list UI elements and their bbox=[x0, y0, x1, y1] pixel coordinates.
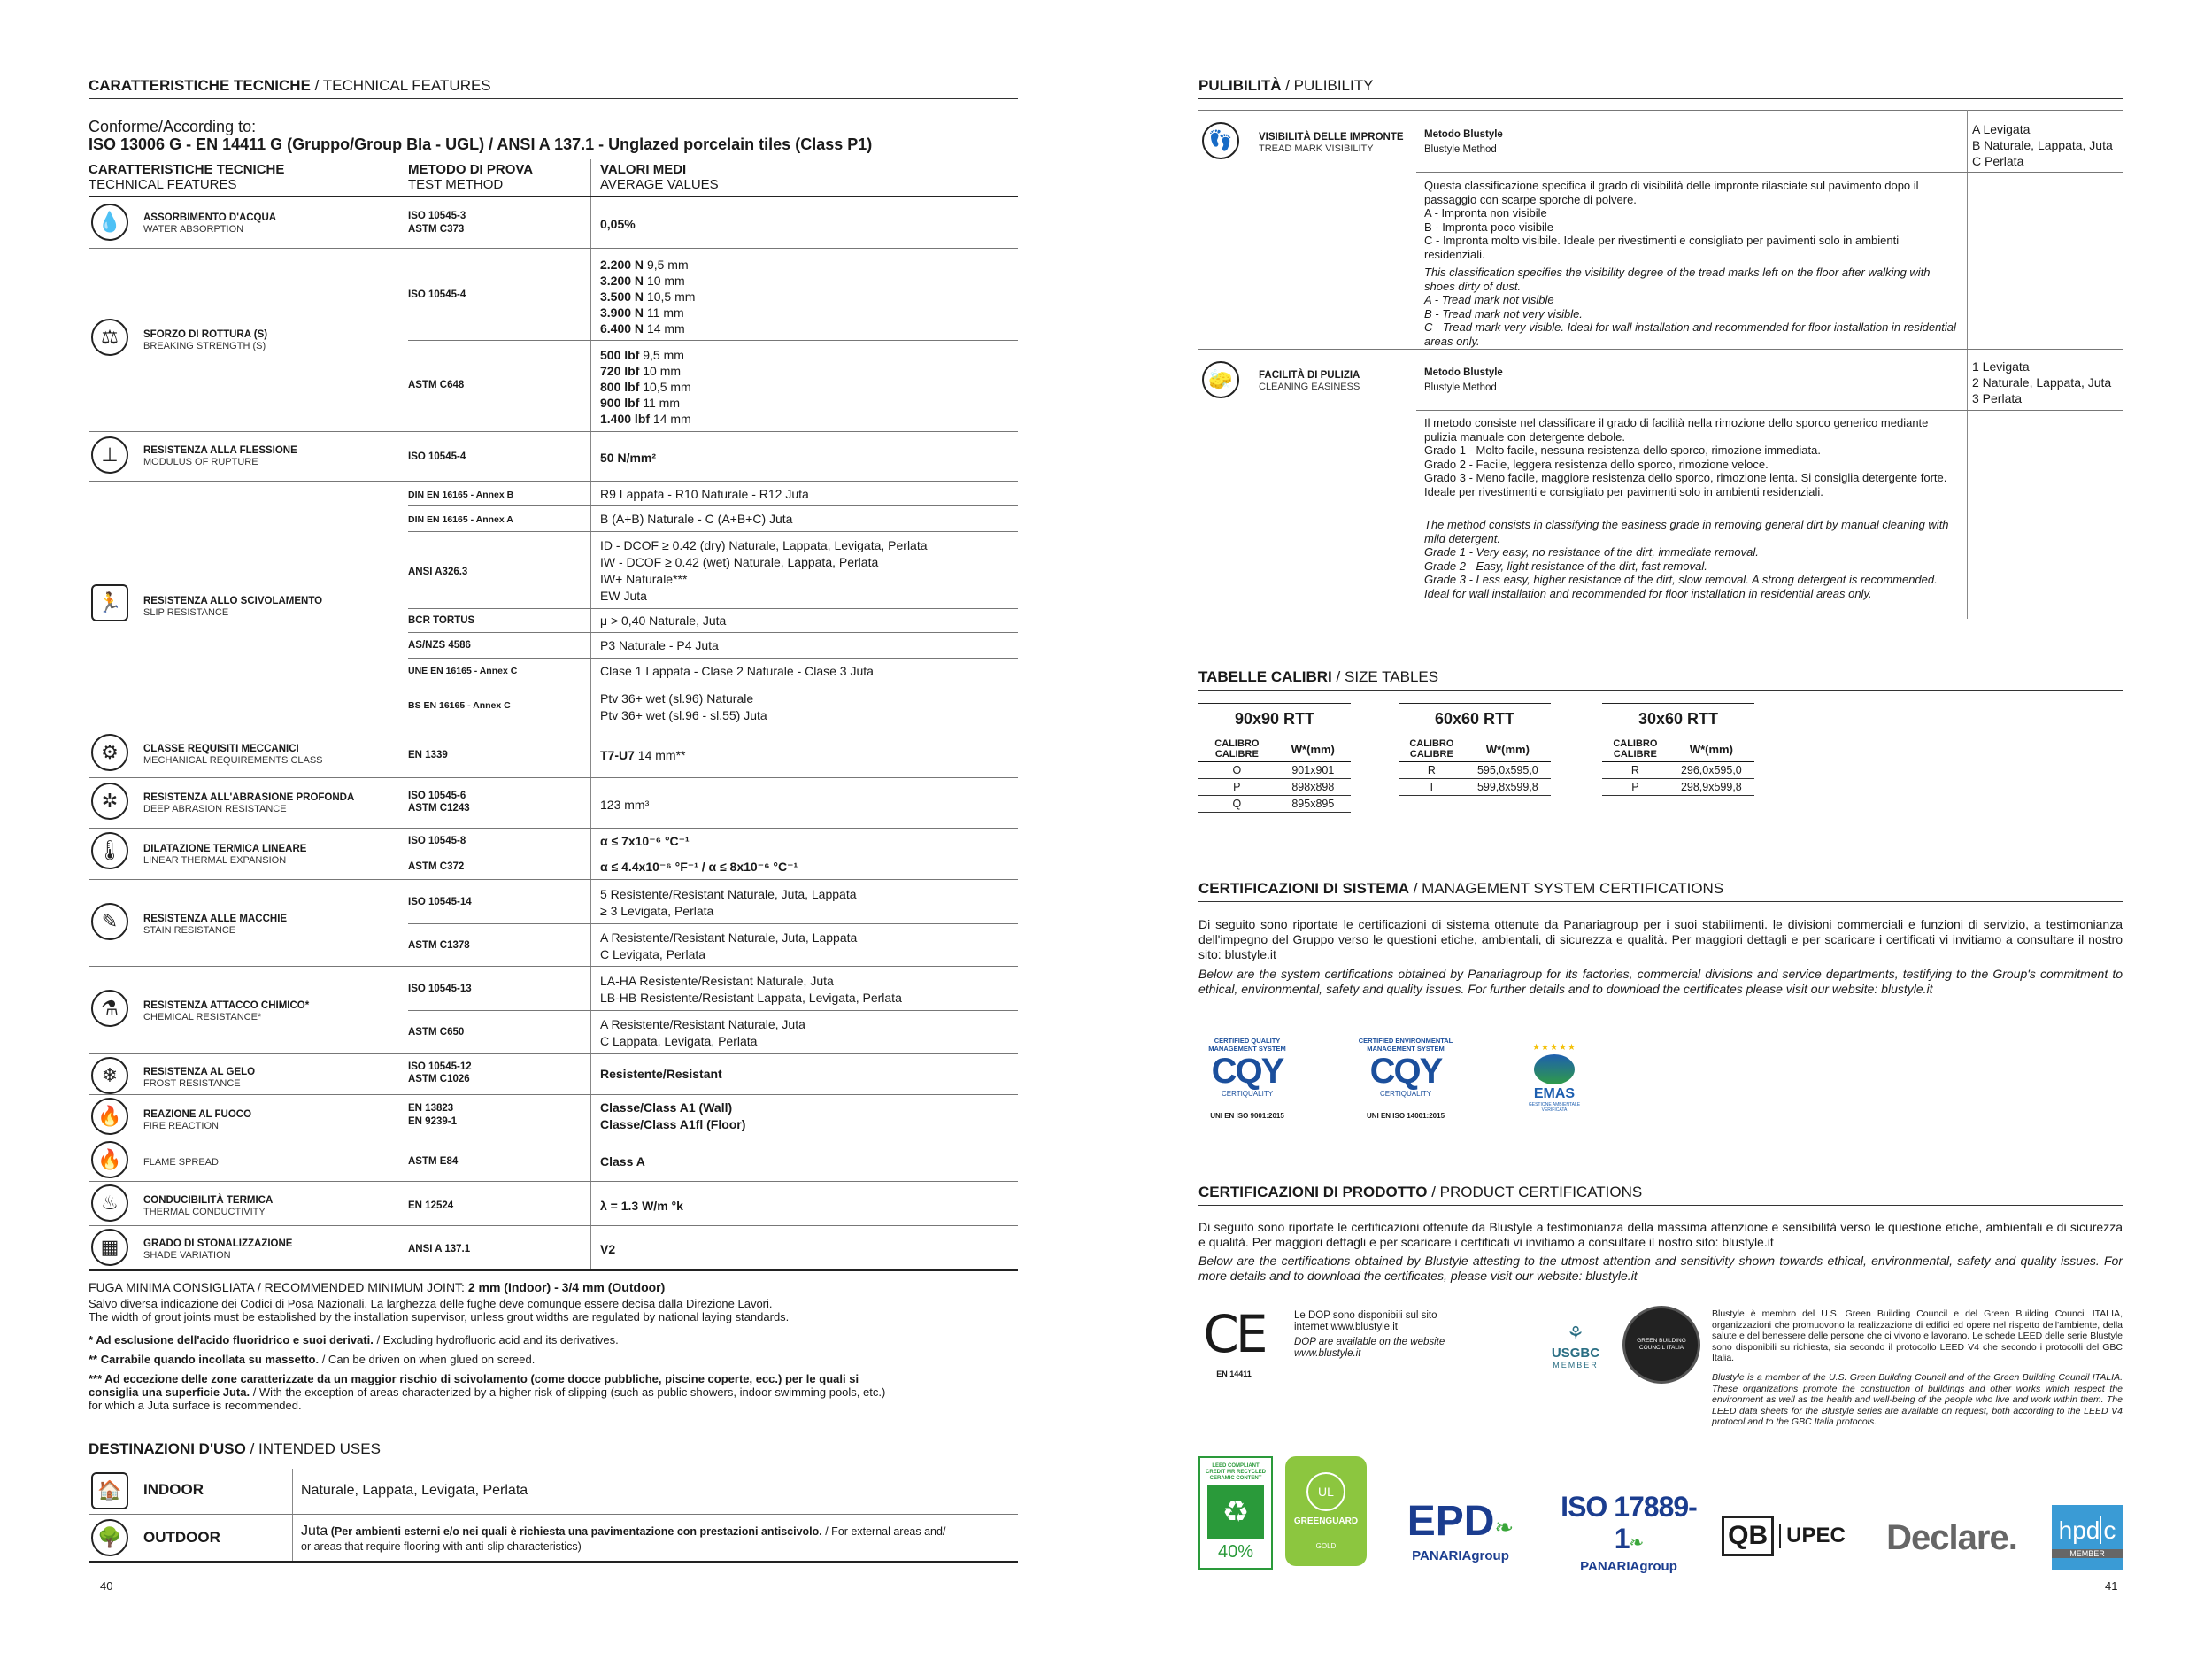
value-list: A Resistente/Resistant Naturale, Juta, Lappata C Levigata, Perlata bbox=[600, 930, 858, 961]
cqy-14001-logo: CERTIFIED ENVIRONMENTAL MANAGEMENT SYSTEM CQY CERTIQUALITY UNI EN ISO 14001:2015 bbox=[1358, 1037, 1453, 1120]
row-stain-it: RESISTENZA ALLE MACCHIE bbox=[143, 914, 288, 924]
col-header-values-en: AVERAGE VALUES bbox=[600, 177, 719, 192]
value-list: A Resistente/Resistant Naturale, Juta C Lappata, Levigata, Perlata bbox=[600, 1017, 805, 1048]
method-value: ASTM C1378 bbox=[408, 940, 470, 951]
avg-value: 0,05% bbox=[600, 217, 636, 231]
product-cert-text-en: Below are the certifications obtained by Blustyle attesting to the utmost attention and sensitivity shown towards ethical, environmental, safety and quality issues. For more details and to download the certificates, please visit our website: blustyle.it bbox=[1198, 1254, 2123, 1283]
method-value: ASTM C650 bbox=[408, 1027, 465, 1038]
size-table-title: 60x60 RTT bbox=[1399, 703, 1551, 729]
method-value: ASTM C648 bbox=[408, 380, 465, 390]
avg-value: V2 bbox=[600, 1242, 616, 1256]
size-table-90x90: CALIBRO CALIBRE W*(mm) O 901x901 P 898x898 Q 895x895 bbox=[1198, 737, 1351, 813]
row-shade-en: SHADE VARIATION bbox=[143, 1250, 231, 1261]
stain-icon: ✎ bbox=[91, 903, 128, 940]
method-value: ASTM C372 bbox=[408, 861, 465, 872]
row-thermal-en: THERMAL CONDUCTIVITY bbox=[143, 1207, 266, 1217]
row-frost-en: FROST RESISTANCE bbox=[143, 1078, 241, 1089]
thermal-conductivity-icon: ♨ bbox=[91, 1184, 128, 1222]
avg-value: Class A bbox=[600, 1154, 645, 1169]
system-cert-text-it: Di seguito sono riportate le certificazioni di sistema ottenute da Panariagroup per i suoi stabilimenti. le divisioni commerciali e funzioni di servizio, a testimonianza dell'impegno del Gruppo verso le questioni etiche, ambientali, di sicurezza e qualità. Per maggiori dettagli e per scaricare i certificati vi invitiamo a consultare il nostro sito: blustyle.it bbox=[1198, 917, 2123, 961]
conforme-label: Conforme/According to: bbox=[89, 118, 257, 135]
col-header-features-en: TECHNICAL FEATURES bbox=[89, 177, 237, 192]
value-list: ID - DCOF ≥ 0.42 (dry) Naturale, Lappata, Levigata, Perlata IW - DCOF ≥ 0.42 (wet) Naturale, Lappata, Perlata IW+ Naturale*** EW Juta bbox=[600, 538, 928, 603]
method-label-en: Blustyle Method bbox=[1424, 144, 1497, 155]
avg-value: 50 N/mm² bbox=[600, 451, 657, 465]
epd-logo: EPD❧ PANARIAgroup bbox=[1407, 1497, 1514, 1563]
avg-value: T7-U7 14 mm** bbox=[600, 748, 686, 762]
row-abrasion-it: RESISTENZA ALL'ABRASIONE PROFONDA bbox=[143, 792, 355, 803]
flame-spread-icon: 🔥 bbox=[91, 1141, 128, 1178]
col-header-features-it: CARATTERISTICHE TECNICHE bbox=[89, 162, 285, 177]
avg-value: Classe/Class A1 (Wall) bbox=[600, 1100, 733, 1115]
dop-text-it: Le DOP sono disponibili sul sito internet www.blustyle.it bbox=[1294, 1310, 1437, 1332]
method-value: ISO 10545-8 bbox=[408, 836, 466, 846]
row-frost-it: RESISTENZA AL GELO bbox=[143, 1067, 256, 1077]
method-value: EN 12524 bbox=[408, 1200, 454, 1211]
flexion-icon: ⊥ bbox=[91, 436, 128, 474]
iso-17889-logo: ISO 17889-1❧ PANARIAgroup bbox=[1561, 1491, 1697, 1574]
value-list: 2.200 N 9,5 mm 3.200 N 10 mm 3.500 N 10,5 mm 3.900 N 11 mm 6.400 N 14 mm bbox=[600, 258, 696, 336]
row-slip-en: SLIP RESISTANCE bbox=[143, 607, 229, 618]
method-label: Metodo Blustyle bbox=[1424, 367, 1503, 378]
clean-desc-it: Il metodo consiste nel classificare il grado di facilità nella rimozione dello sporco generico mediante pulizia manuale con detergente debole. Grado 1 - Molto facile, nessuna resistenza dello sporco, rimozione immediata. Grado 2 - Facile, leggera resistenza dello sporco, rimozione veloce. Grado 3 - Meno facile, maggiore resistenza dello sporco, rimozione lenta. Si consiglia detergente forte. Ideale per rivestimenti e consigliato per pavimenti solo in ambienti residenziali. bbox=[1424, 416, 1947, 498]
method-value: ANSI A 137.1 bbox=[408, 1244, 471, 1254]
tread-desc-en: This classification specifies the visibility degree of the tread marks left on the floor after walking with shoes dirty of dust. A - Tread mark not visible B - Tread mark not very visible. C - Tread mark very visible. Ideal for wall installation and recommended for floor installation in residential areas only. bbox=[1424, 266, 1956, 348]
row-mech-en: MECHANICAL REQUIREMENTS CLASS bbox=[143, 755, 323, 766]
method-value: ISO 10545-12 bbox=[408, 1061, 472, 1072]
avg-value: Classe/Class A1fl (Floor) bbox=[600, 1117, 746, 1131]
size-table-30x60: CALIBRO CALIBRE W*(mm) R 296,0x595,0 P 298,9x599,8 bbox=[1602, 737, 1754, 796]
note: Salvo diversa indicazione dei Codici di Posa Nazionali. La larghezza delle fughe deve comunque essere decisa dalla Direzione Lavori. bbox=[89, 1297, 773, 1310]
method-value: EN 9239-1 bbox=[408, 1116, 457, 1127]
method-value: EN 13823 bbox=[408, 1103, 454, 1114]
size-table-title: 30x60 RTT bbox=[1602, 703, 1754, 729]
chemical-icon: ⚗ bbox=[91, 990, 128, 1027]
method-value: ISO 10545-14 bbox=[408, 897, 472, 907]
value-list: 500 lbf 9,5 mm 720 lbf 10 mm 800 lbf 10,5 mm 900 lbf 11 mm 1.400 lbf 14 mm bbox=[600, 348, 691, 426]
size-tables-title: TABELLE CALIBRI / SIZE TABLES bbox=[1198, 667, 2123, 691]
avg-value: R9 Lappata - R10 Naturale - R12 Juta bbox=[600, 487, 809, 501]
mechanical-icon: ⚙ bbox=[91, 734, 128, 771]
method-value: BS EN 16165 - Annex C bbox=[408, 700, 511, 711]
indoor-icon: 🏠 bbox=[91, 1472, 128, 1509]
method-value: ANSI A326.3 bbox=[408, 567, 468, 577]
col-header-method-it: METODO DI PROVA bbox=[408, 162, 534, 177]
row-abrasion-en: DEEP ABRASION RESISTANCE bbox=[143, 804, 287, 814]
row-fire-it: REAZIONE AL FUOCO bbox=[143, 1109, 252, 1120]
pulibility-title: PULIBILITÀ / PULIBILITY bbox=[1198, 76, 2123, 99]
product-cert-text-it: Di seguito sono riportate le certificazioni ottenute da Blustyle a testimonianza della massima attenzione e sensibilità verso le questione etiche, ambientali e di sicurezza e qualità. Per maggiori dettagli e per scaricare i certificati vi invitiamo a consultare il nostro sito: blustyle.it bbox=[1198, 1220, 2123, 1249]
declare-logo: Declare. bbox=[1886, 1517, 2017, 1557]
uses-section-title: DESTINAZIONI D'USO / INTENDED USES bbox=[89, 1439, 1018, 1462]
usgbc-logo: ⚘ USGBC MEMBER bbox=[1551, 1322, 1600, 1370]
cqy-9001-logo: CERTIFIED QUALITY MANAGEMENT SYSTEM CQY CERTIQUALITY UNI EN ISO 9001:2015 bbox=[1208, 1037, 1286, 1120]
fuga-line: FUGA MINIMA CONSIGLIATA / RECOMMENDED MINIMUM JOINT: 2 mm (Indoor) - 3/4 mm (Outdoor) bbox=[89, 1280, 666, 1294]
thermometer-icon: 🌡 bbox=[91, 832, 128, 869]
col-header-method-en: TEST METHOD bbox=[408, 177, 504, 192]
method-label: Metodo Blustyle bbox=[1424, 129, 1503, 140]
method-value: DIN EN 16165 - Annex B bbox=[408, 490, 514, 500]
avg-value: Clase 1 Lappata - Clase 2 Naturale - Clase 3 Juta bbox=[600, 664, 874, 678]
system-cert-text-en: Below are the system certifications obtained by Panariagroup for its factories, commercial divisions and service departments, testifying to the Group's commitment to ethical, environmental, safety and quality issues. For further details and to download the certificates please visit our website: blustyle.it bbox=[1198, 967, 2123, 996]
row-mech-it: CLASSE REQUISITI MECCANICI bbox=[143, 744, 299, 754]
tech-section-title: CARATTERISTICHE TECNICHE / TECHNICAL FEATURES bbox=[89, 76, 1018, 99]
value-list: 5 Resistente/Resistant Naturale, Juta, Lappata ≥ 3 Levigata, Perlata bbox=[600, 887, 857, 918]
method-value: BCR TORTUS bbox=[408, 615, 475, 626]
clean-label-en: CLEANING EASINESS bbox=[1259, 382, 1360, 392]
clean-values: 1 Levigata 2 Naturale, Lappata, Juta 3 Perlata bbox=[1972, 359, 2112, 405]
row-fire-en: FIRE REACTION bbox=[143, 1121, 219, 1131]
abrasion-icon: ✲ bbox=[91, 783, 128, 820]
avg-value: P3 Naturale - P4 Juta bbox=[600, 638, 719, 652]
method-value: ASTM C1243 bbox=[408, 803, 470, 814]
emas-logo: ★★★★★ EMAS GESTIONE AMBIENTALE VERIFICATA bbox=[1528, 1043, 1581, 1113]
row-water-absorption-en: WATER ABSORPTION bbox=[143, 224, 244, 235]
method-value: UNE EN 16165 - Annex C bbox=[408, 666, 518, 676]
system-cert-title: CERTIFICAZIONI DI SISTEMA / MANAGEMENT SYSTEM CERTIFICATIONS bbox=[1198, 879, 2123, 902]
gbc-italia-logo: GREEN BUILDING COUNCIL ITALIA bbox=[1622, 1306, 1700, 1384]
hpdc-logo: hpd c MEMBER bbox=[2052, 1505, 2123, 1570]
row-shade-it: GRADO DI STONALIZZAZIONE bbox=[143, 1238, 293, 1249]
outdoor-value-cont: or areas that require flooring with anti-slip characteristics) bbox=[301, 1540, 582, 1553]
avg-value: α ≤ 7x10⁻⁶ °C⁻¹ bbox=[600, 834, 690, 848]
avg-value: B (A+B) Naturale - C (A+B+C) Juta bbox=[600, 512, 793, 526]
product-cert-title: CERTIFICAZIONI DI PRODOTTO / PRODUCT CERTIFICATIONS bbox=[1198, 1183, 2123, 1206]
avg-value: λ = 1.3 W/m °k bbox=[600, 1199, 683, 1213]
footnote-1: * Ad esclusione dell'acido fluoridrico e suoi derivati. / Excluding hydrofluoric acid and its derivatives. bbox=[89, 1333, 619, 1346]
leed-text-it: Blustyle è membro del U.S. Green Building Council e del Green Building Council ITALIA, organizzazioni che promuovono la realizzazione di edifici ed opere nel rispetto dell'ambiente, della salute e del benessere delle persone che ci vivono e lavorano. Le schede LEED delle serie Blustyle sono disponibili su richiesta, sia secondo il protocollo LEED V4 che secondo i protocolli del GBC Italia. bbox=[1712, 1308, 2123, 1363]
row-chemical-it: RESISTENZA ATTACCO CHIMICO* bbox=[143, 1000, 310, 1011]
leed-recycled-logo: LEED COMPLIANT CREDIT MR RECYCLED CERAMIC CONTENT ♻ 40% bbox=[1198, 1456, 1273, 1570]
row-slip-it: RESISTENZA ALLO SCIVOLAMENTO bbox=[143, 596, 323, 606]
method-value: ISO 10545-3 bbox=[408, 211, 466, 221]
footnote-2: ** Carrabile quando incollata su massetto. / Can be driven on when glued on screed. bbox=[89, 1353, 536, 1366]
outdoor-label: OUTDOOR bbox=[143, 1529, 220, 1546]
page-number: 41 bbox=[2105, 1579, 2118, 1593]
tread-label-it: VISIBILITÀ DELLE IMPRONTE bbox=[1259, 132, 1404, 143]
outdoor-value: Juta (Per ambienti esterni e/o nei quali è richiesta una pavimentazione con prestazioni antiscivolo. / For external areas and/ bbox=[301, 1524, 946, 1539]
method-value: ISO 10545-4 bbox=[408, 289, 466, 300]
cleaning-icon: 🧽 bbox=[1202, 361, 1239, 398]
leed-text-en: Blustyle is a member of the U.S. Green Building Council and of the Green Building Council ITALIA. These organizations promote the construction of buildings and other works which respect the environment as well as the health and well-being of the people who live and work within them. The LEED data sheets for the Blustyle series are available on request, both according to the LEED V4 protocol and to the GBC Italia protocols. bbox=[1712, 1372, 2123, 1427]
grid-icon: ▦ bbox=[91, 1229, 128, 1266]
page-number: 40 bbox=[100, 1579, 113, 1593]
row-breaking-en: BREAKING STRENGTH (S) bbox=[143, 341, 266, 351]
tread-values: A Levigata B Naturale, Lappata, Juta C Perlata bbox=[1972, 122, 2113, 168]
row-expansion-it: DILATAZIONE TERMICA LINEARE bbox=[143, 844, 307, 854]
clean-label-it: FACILITÀ DI PULIZIA bbox=[1259, 370, 1360, 381]
standard-line: ISO 13006 G - EN 14411 G (Gruppo/Group BIa - UGL) / ANSI A 137.1 - Unglazed porcelain tiles (Class P1) bbox=[89, 135, 873, 153]
avg-value: 123 mm³ bbox=[600, 798, 650, 812]
method-value: ISO 10545-13 bbox=[408, 984, 472, 994]
row-flexion-it: RESISTENZA ALLA FLESSIONE bbox=[143, 445, 297, 456]
method-label-en: Blustyle Method bbox=[1424, 382, 1497, 393]
ce-logo: CE EN 14411 bbox=[1203, 1304, 1265, 1378]
fire-icon: 🔥 bbox=[91, 1098, 128, 1135]
avg-value: μ > 0,40 Naturale, Juta bbox=[600, 613, 727, 628]
value-list: LA-HA Resistente/Resistant Naturale, Juta LB-HB Resistente/Resistant Lappata, Levigata, Perlata bbox=[600, 974, 902, 1005]
method-value: ASTM C1026 bbox=[408, 1074, 470, 1084]
method-value: ASTM C373 bbox=[408, 224, 465, 235]
method-value: DIN EN 16165 - Annex A bbox=[408, 514, 513, 525]
qb-upec-logo: QB UPEC bbox=[1717, 1509, 1850, 1563]
row-breaking-it: SFORZO DI ROTTURA (S) bbox=[143, 329, 268, 340]
row-expansion-en: LINEAR THERMAL EXPANSION bbox=[143, 855, 287, 866]
right-page bbox=[1106, 0, 2212, 1659]
col-header-values-it: VALORI MEDI bbox=[600, 162, 687, 177]
method-value: ASTM E84 bbox=[408, 1156, 459, 1167]
tread-desc-it: Questa classificazione specifica il grado di visibilità delle impronte rilasciate sul pavimento dopo il passaggio con scarpe sporche di polvere. A - Impronta non visibile B - Impronta poco visibile C - Impronta molto visibile. Ideale per rivestimenti e consigliato per pavimenti solo in ambienti residenziali. bbox=[1424, 179, 1919, 261]
row-stain-en: STAIN RESISTANCE bbox=[143, 925, 236, 936]
footnote-3c: for which a Juta surface is recommended. bbox=[89, 1399, 302, 1412]
dop-text-en: DOP are available on the website www.blustyle.it bbox=[1294, 1337, 1445, 1359]
footprint-icon: 👣 bbox=[1202, 122, 1239, 159]
footnote-3: *** Ad eccezione delle zone caratterizzate da un maggior rischio di scivolamento (come docce pubbliche, piscine coperte, ecc.) per le quali si bbox=[89, 1372, 859, 1385]
size-table-60x60: CALIBRO CALIBRE W*(mm) R 595,0x595,0 T 599,8x599,8 bbox=[1399, 737, 1551, 796]
greenguard-logo: UL GREENGUARD GOLD bbox=[1285, 1456, 1367, 1566]
method-value: ISO 10545-4 bbox=[408, 451, 466, 462]
slip-icon: 🏃 bbox=[91, 584, 128, 621]
row-water-absorption-it: ASSORBIMENTO D'ACQUA bbox=[143, 212, 277, 223]
row-thermal-it: CONDUCIBILITÀ TERMICA bbox=[143, 1195, 274, 1206]
clean-desc-en: The method consists in classifying the easiness grade in removing general dirt by manual cleaning with mild detergent. Grade 1 - Very easy, no resistance of the dirt, immediate removal. Grade 2 - Easy, light resistance of the dirt, fast removal. Grade 3 - Less easy, higher resistance of the dirt, slow removal. A strong detergent is recommended. Ideal for wall installation and recommended for floor installation in residential areas only. bbox=[1424, 518, 1949, 600]
indoor-value: Naturale, Lappata, Levigata, Perlata bbox=[301, 1483, 528, 1498]
avg-value: α ≤ 4.4x10⁻⁶ °F⁻¹ / α ≤ 8x10⁻⁶ °C⁻¹ bbox=[600, 860, 798, 874]
method-value: ISO 10545-6 bbox=[408, 791, 466, 801]
size-table-title: 90x90 RTT bbox=[1198, 703, 1351, 729]
row-flame-en: FLAME SPREAD bbox=[143, 1157, 219, 1168]
outdoor-icon: 🌳 bbox=[91, 1519, 128, 1556]
row-flexion-en: MODULUS OF RUPTURE bbox=[143, 457, 258, 467]
snowflake-icon: ❄ bbox=[91, 1057, 128, 1094]
note: The width of grout joints must be established by the installation supervisor, unless grout widths are regulated by national laying standards. bbox=[89, 1310, 790, 1323]
tread-label-en: TREAD MARK VISIBILITY bbox=[1259, 143, 1374, 154]
avg-value: Resistente/Resistant bbox=[600, 1067, 722, 1081]
indoor-label: INDOOR bbox=[143, 1481, 204, 1498]
footnote-3b: consiglia una superficie Juta. / With the exception of areas characterized by a higher risk of slipping (such as public showers, indoor swimming pools, etc.) bbox=[89, 1385, 886, 1399]
water-drop-icon: 💧 bbox=[91, 204, 128, 241]
breaking-strength-icon: ⚖ bbox=[91, 319, 128, 356]
method-value: AS/NZS 4586 bbox=[408, 640, 471, 651]
method-value: EN 1339 bbox=[408, 750, 448, 760]
value-list: Ptv 36+ wet (sl.96) Naturale Ptv 36+ wet (sl.96 - sl.55) Juta bbox=[600, 691, 767, 722]
row-chemical-en: CHEMICAL RESISTANCE* bbox=[143, 1012, 262, 1022]
